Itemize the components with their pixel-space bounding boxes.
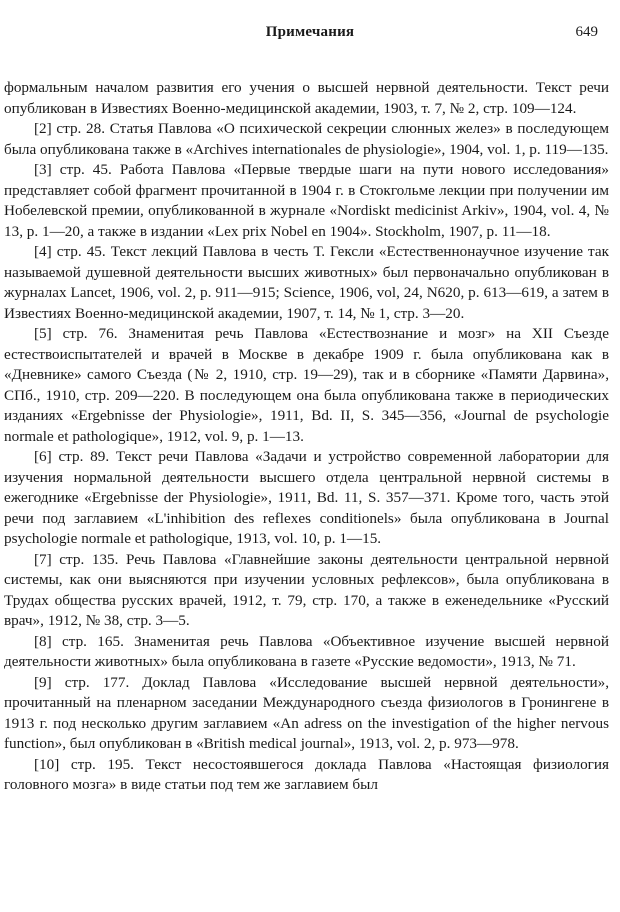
- note-7: [7] стр. 135. Речь Павлова «Главнейшие законы деятельности центральной нервной системы, как они выясняются при изучении условных рефлексов», была опубликована в Трудах общества русских врачей, 1912, т. 79, стр. 170, а также в еженедельнике «Русский врач», 1912, № 38, стр. 3—5.: [4, 550, 609, 629]
- page-header: [0, 24, 620, 48]
- note-9: [9] стр. 177. Доклад Павлова «Исследование высшей нервной деятельности», прочитанный на пленарном заседании Международного съезда физиологов в Гронингене в 1913 г. под несколько другим заглавием «An adress on the investigation of the higher nervous function», был опубликован в «British medical journal», 1913, vol. 2, p. 973—978.: [4, 673, 609, 752]
- note-10: [10] стр. 195. Текст несостоявшегося доклада Павлова «Настоящая физиология головного мозга» в виде статьи под тем же заглавием был: [4, 755, 609, 793]
- note-5: [5] стр. 76. Знаменитая речь Павлова «Естествознание и мозг» на XII Съезде естествоиспытателей и врачей в Москве в декабре 1909 г. была опубликована как в «Дневнике» самого Съезда (№ 2, 1910, стр. 19—29), так и в сборнике «Памяти Дарвина», СПб., 1910, стр. 209—220. В последующем она была опубликована также в периодических изданиях «Ergebnisse der Physiologie», 1911, Bd. II, S. 345—356, «Journal de psychologie normale et pathologique», 1912, vol. 9, p. 1—13.: [4, 325, 609, 445]
- note-8: [8] стр. 165. Знаменитая речь Павлова «Объективное изучение высшей нервной деятельности животных» была опубликована в газете «Русские ведомости», 1913, № 71.: [4, 632, 609, 670]
- note-2: [2] стр. 28. Статья Павлова «О психической секреции слюнных желез» в последующем была опубликована также в «Archives internationales de physiologie», 1904, vol. 1, p. 119—135.: [4, 120, 609, 158]
- notes-body: [4, 78, 609, 796]
- note-4: [4] стр. 45. Текст лекций Павлова в честь Т. Гексли «Естественнонаучное изучение так называемой душевной деятельности высших животных» был первоначально опубликован в журналах Lancet, 1906, vol. 2, p. 911—915; Science, 1906, vol, 24, N620, p. 613—619, а затем в Известиях Военно-медицинской академии, 1907, т. 14, № 1, стр. 3—20.: [4, 243, 609, 322]
- running-title: Примечания: [265, 24, 355, 40]
- page-number: 649: [575, 24, 598, 40]
- note-6: [6] стр. 89. Текст речи Павлова «Задачи и устройство современной лаборатории для изучения нормальной деятельности высшего отдела центральной нервной системы в ежегоднике «Ergebnisse der Physiologie», 1911, Bd. 11, S. 357—371. Кроме того, часть этой речи под заглавием «L'inhibition des reflexes conditionels» была опубликована в Journal psychologie normale et pathologique, 1913, vol. 10, p. 1—15.: [4, 448, 609, 547]
- note-3: [3] стр. 45. Работа Павлова «Первые твердые шаги на пути нового исследования» представляет собой фрагмент прочитанной в 1904 г. в Стокгольме лекции при получении им Нобелевской премии, опубликованной в журнале «Nordiskt medicinist Arkiv», 1904, vol. 4, № 13, p. 1—20, а также в издании «Lex prix Nobel en 1904». Stockholm, 1907, p. 11—18.: [4, 161, 609, 240]
- note-continuation: формальным началом развития его учения о высшей нервной деятельности. Текст речи опубликован в Известиях Военно-медицинской академии, 1903, т. 7, № 2, стр. 109—124.: [4, 79, 609, 117]
